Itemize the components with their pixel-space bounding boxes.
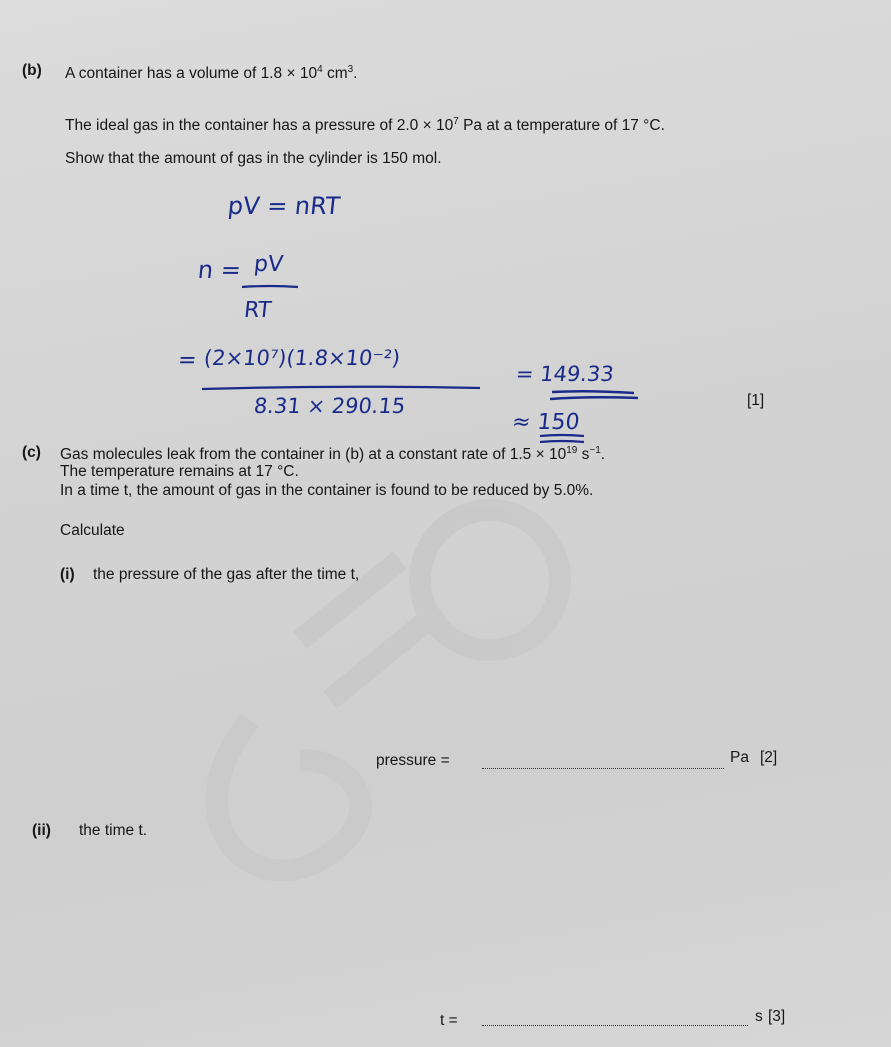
part-c-line-1: [60, 445, 605, 464]
handwritten-equals: =: [176, 348, 198, 373]
answer-ii-label: t =: [440, 1012, 458, 1029]
pressure-exponent: 7: [453, 116, 459, 127]
leak-rate-value: 1.5 × 10: [509, 446, 567, 463]
answer-ii-unit: s: [755, 1008, 763, 1025]
answer-ii-field[interactable]: [482, 1013, 748, 1026]
answer-i-marks: [2]: [760, 749, 778, 766]
calculate-heading: Calculate: [60, 522, 125, 539]
handwritten-fraction-bar-2: [200, 384, 482, 392]
part-b-line-3: Show that the amount of gas in the cylinder is 150 mol.: [65, 150, 442, 167]
sub-ii-text: the time t.: [79, 822, 148, 839]
part-c-line-1-end: .: [600, 446, 606, 463]
volume-unit: cm: [326, 65, 348, 82]
pressure-value: 2.0 × 10: [396, 117, 454, 134]
handwritten-substitution-numerator: (2×10⁷)(1.8×10⁻²): [202, 346, 402, 370]
handwritten-result-150: ≈ 150: [510, 410, 581, 435]
handwritten-n-equals: n =: [196, 256, 243, 284]
answer-i-field[interactable]: [482, 756, 724, 769]
temperature-value: 17 °C.: [621, 117, 665, 134]
part-b-line-2: [65, 116, 665, 135]
sub-i-text: the pressure of the gas after the time t,: [93, 566, 360, 583]
part-c-line-2: The temperature remains at 17 °C.: [60, 463, 299, 480]
handwritten-underline-2: [538, 432, 588, 446]
handwritten-fraction-bar-1: [240, 284, 300, 290]
volume-exponent: 4: [317, 64, 323, 75]
volume-unit-exponent: 3: [347, 64, 354, 75]
answer-ii-marks: [3]: [768, 1008, 786, 1025]
part-b-line-1-end: .: [353, 65, 358, 82]
answer-i-label: pressure =: [376, 752, 450, 769]
handwritten-underline-1: [548, 388, 640, 404]
handwritten-ideal-gas-equation: pV = nRT: [226, 192, 342, 220]
handwritten-result-149: = 149.33: [514, 362, 616, 386]
leak-rate-unit-exponent: −1: [589, 445, 601, 456]
part-b-label: (b): [22, 62, 42, 79]
handwritten-pv-numerator: pV: [252, 252, 285, 277]
part-b-line-1-text: A container has a volume of: [65, 65, 257, 82]
part-c-label: (c): [22, 444, 41, 461]
leak-rate-exponent: 19: [566, 445, 578, 456]
part-c-line-1-text: Gas molecules leak from the container in (b) at a constant rate of: [60, 446, 506, 463]
part-b-line-1: [65, 64, 357, 83]
answer-i-unit: Pa: [730, 749, 749, 766]
volume-value: 1.8 × 10: [260, 65, 318, 82]
sub-ii-label: (ii): [32, 822, 51, 839]
part-b-line-2-text: The ideal gas in the container has a pressure of: [65, 117, 393, 134]
part-b-marks: [1]: [747, 392, 765, 409]
leak-rate-unit: s: [581, 446, 590, 463]
part-b-line-2-mid: Pa at a temperature of: [463, 117, 618, 134]
handwritten-substitution-denominator: 8.31 × 290.15: [252, 394, 407, 418]
part-c-line-3: In a time t, the amount of gas in the container is found to be reduced by 5.0%.: [60, 482, 594, 499]
handwritten-rt-denominator: RT: [242, 298, 273, 323]
sub-i-label: (i): [60, 566, 75, 583]
